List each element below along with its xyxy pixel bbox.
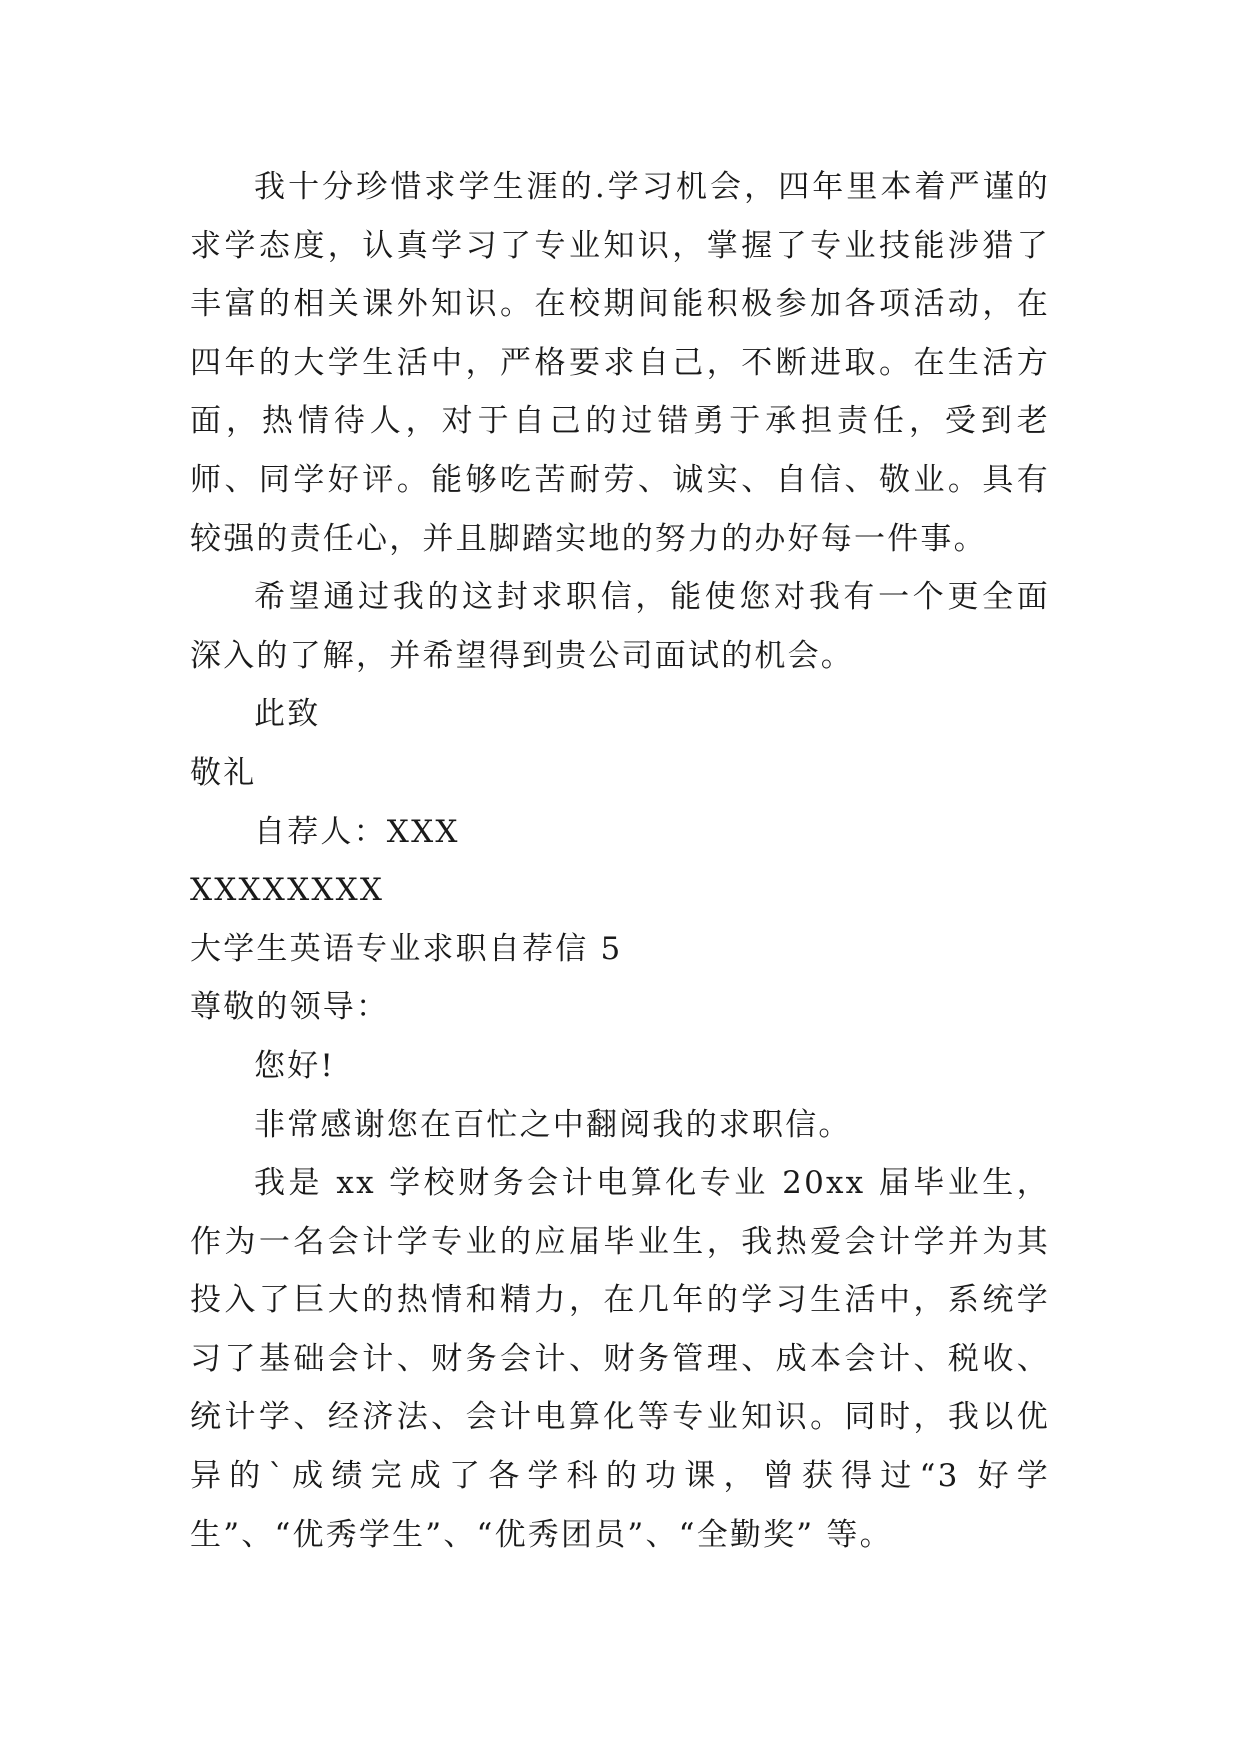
- signature-line: 自荐人：XXX: [254, 813, 460, 850]
- closing-jing-li: 敬礼: [190, 754, 257, 791]
- paragraph-introduction: 我是 xx 学校财务会计电算化专业 20xx 届毕业生，作为一名会计学专业的应届毕业生，我热爱会计学并为其投入了巨大的热情和精力，在几年的学习生活中，系统学习了基础会计、财务会计、财务管理、成本会计、税收、统计学、经济法、会计电算化等专业知识。同时，我以优异的`成绩完成了各学科的功课，曾获得过“3 好学生”、“优秀学生”、“优秀团员”、“全勤奖” 等。: [190, 1165, 1050, 1553]
- paragraph-hope: 希望通过我的这封求职信，能使您对我有一个更全面深入的了解，并希望得到贵公司面试的机会。: [190, 579, 1050, 674]
- date-line: XXXXXXXX: [190, 872, 385, 909]
- closing-ci-zhi: 此致: [254, 696, 321, 733]
- document-body: [190, 158, 1050, 1564]
- paragraph-study: 我十分珍惜求学生涯的.学习机会，四年里本着严谨的求学态度，认真学习了专业知识，掌握了专业技能涉猎了丰富的相关课外知识。在校期间能积极参加各项活动，在四年的大学生活中，严格要求自己，不断进取。在生活方面，热情待人，对于自己的过错勇于承担责任，受到老师、同学好评。能够吃苦耐劳、诚实、自信、敬业。具有较强的责任心，并且脚踏实地的努力的办好每一件事。: [190, 169, 1050, 557]
- section-title: 大学生英语专业求职自荐信 5: [190, 930, 623, 967]
- salutation: 尊敬的领导：: [190, 989, 390, 1026]
- greeting: 您好!: [254, 1047, 336, 1084]
- thanks-line: 非常感谢您在百忙之中翻阅我的求职信。: [254, 1106, 852, 1143]
